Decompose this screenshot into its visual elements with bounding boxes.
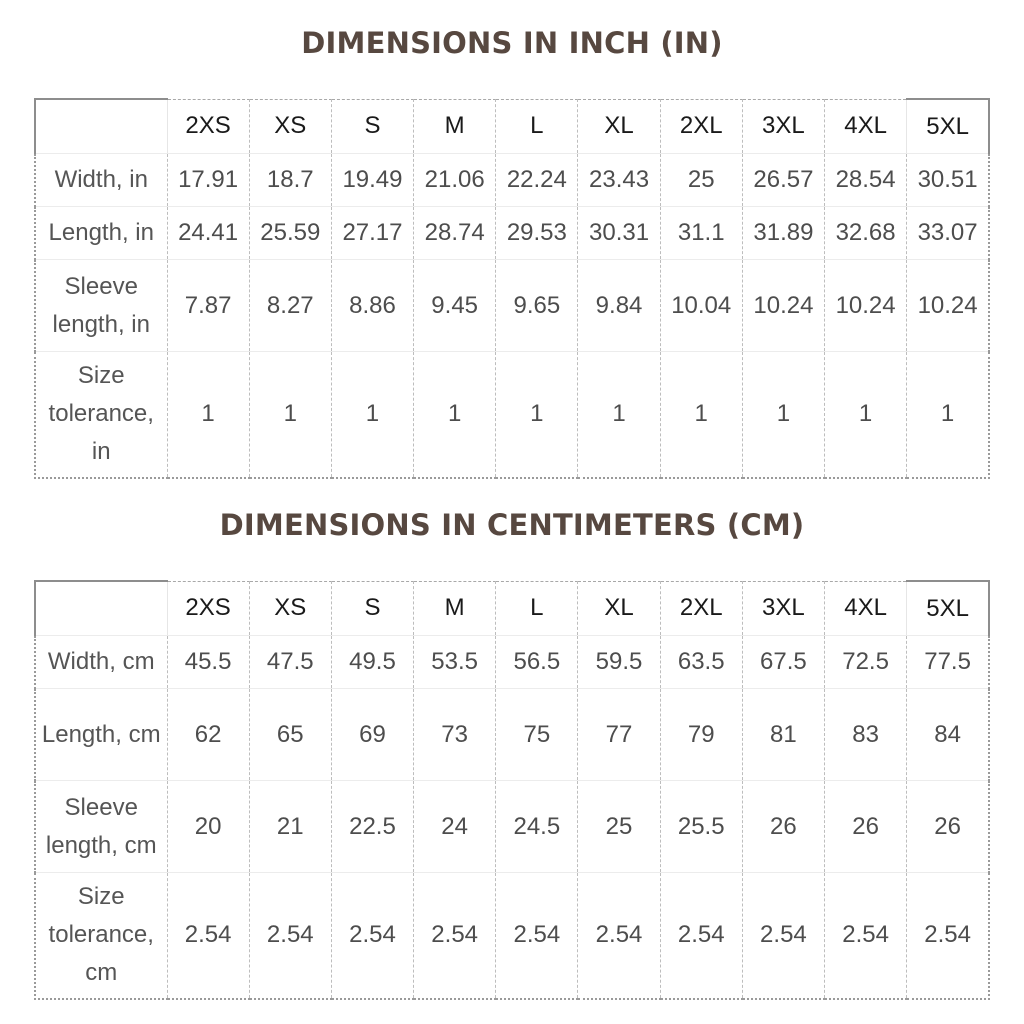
size-header: 2XL [660, 581, 742, 636]
row-label: Size tolerance, cm [35, 873, 167, 999]
cm-table-title: DIMENSIONS IN CENTIMETERS (CM) [219, 508, 805, 542]
table-cell: 2.54 [660, 873, 742, 999]
table-cell: 33.07 [907, 207, 989, 260]
table-cell: 32.68 [825, 207, 907, 260]
size-header: S [331, 581, 413, 636]
size-header: 2XS [167, 99, 249, 154]
table-cell: 21.06 [414, 154, 496, 207]
table-cell: 25.5 [660, 781, 742, 873]
table-cell: 1 [496, 352, 578, 478]
table-cell: 77 [578, 689, 660, 781]
table-cell: 1 [167, 352, 249, 478]
table-cell: 56.5 [496, 636, 578, 689]
row-label: Length, in [35, 207, 167, 260]
table-cell: 83 [825, 689, 907, 781]
size-header: 5XL [907, 99, 989, 154]
table-cell: 9.45 [414, 260, 496, 352]
table-row [35, 154, 989, 207]
table-cell: 9.84 [578, 260, 660, 352]
table-cell: 1 [331, 352, 413, 478]
inch-size-table [34, 98, 990, 479]
table-cell: 62 [167, 689, 249, 781]
table-cell: 2.54 [825, 873, 907, 999]
table-cell: 2.54 [249, 873, 331, 999]
table-cell: 2.54 [496, 873, 578, 999]
table-cell: 1 [907, 352, 989, 478]
table-row [35, 207, 989, 260]
size-header: 3XL [742, 99, 824, 154]
table-cell: 25 [660, 154, 742, 207]
table-cell: 2.54 [578, 873, 660, 999]
size-header: 5XL [907, 581, 989, 636]
table-row [35, 636, 989, 689]
table-cell: 24.41 [167, 207, 249, 260]
table-cell: 26 [907, 781, 989, 873]
table-cell: 1 [742, 352, 824, 478]
size-header: S [331, 99, 413, 154]
table-cell: 25 [578, 781, 660, 873]
size-header: 4XL [825, 99, 907, 154]
cm-size-table [34, 580, 990, 1000]
table-cell: 49.5 [331, 636, 413, 689]
table-cell: 26.57 [742, 154, 824, 207]
table-cell: 47.5 [249, 636, 331, 689]
table-cell: 84 [907, 689, 989, 781]
table-cell: 72.5 [825, 636, 907, 689]
table-cell: 24 [414, 781, 496, 873]
table-cell: 8.86 [331, 260, 413, 352]
size-header: M [414, 581, 496, 636]
table-cell: 24.5 [496, 781, 578, 873]
table-cell: 10.24 [825, 260, 907, 352]
table-cell: 65 [249, 689, 331, 781]
table-cell: 9.65 [496, 260, 578, 352]
table-cell: 10.04 [660, 260, 742, 352]
table-cell: 21 [249, 781, 331, 873]
table-cell: 29.53 [496, 207, 578, 260]
corner-cell [35, 581, 167, 636]
table-cell: 31.1 [660, 207, 742, 260]
size-header: 2XL [660, 99, 742, 154]
size-header: M [414, 99, 496, 154]
table-cell: 53.5 [414, 636, 496, 689]
table-cell: 59.5 [578, 636, 660, 689]
row-label: Width, cm [35, 636, 167, 689]
size-header: 2XS [167, 581, 249, 636]
table-cell: 30.51 [907, 154, 989, 207]
table-cell: 26 [825, 781, 907, 873]
table-cell: 63.5 [660, 636, 742, 689]
table-cell: 10.24 [907, 260, 989, 352]
row-label: Sleeve length, in [35, 260, 167, 352]
table-cell: 79 [660, 689, 742, 781]
inch-table-title: DIMENSIONS IN INCH (IN) [301, 26, 723, 60]
table-cell: 1 [249, 352, 331, 478]
table-cell: 45.5 [167, 636, 249, 689]
size-header: XS [249, 581, 331, 636]
table-cell: 17.91 [167, 154, 249, 207]
table-row [35, 873, 989, 999]
table-cell: 18.7 [249, 154, 331, 207]
row-label: Width, in [35, 154, 167, 207]
size-header: L [496, 99, 578, 154]
table-cell: 8.27 [249, 260, 331, 352]
table-cell: 23.43 [578, 154, 660, 207]
table-cell: 22.5 [331, 781, 413, 873]
table-cell: 69 [331, 689, 413, 781]
cm-header-row [35, 581, 989, 636]
table-cell: 28.54 [825, 154, 907, 207]
size-header: XS [249, 99, 331, 154]
table-cell: 2.54 [414, 873, 496, 999]
table-row [35, 260, 989, 352]
table-cell: 7.87 [167, 260, 249, 352]
table-cell: 2.54 [167, 873, 249, 999]
size-header: XL [578, 581, 660, 636]
row-label: Length, cm [35, 689, 167, 781]
table-cell: 67.5 [742, 636, 824, 689]
table-cell: 28.74 [414, 207, 496, 260]
table-row [35, 352, 989, 478]
table-cell: 10.24 [742, 260, 824, 352]
row-label: Size tolerance, in [35, 352, 167, 478]
size-header: 3XL [742, 581, 824, 636]
table-cell: 26 [742, 781, 824, 873]
table-cell: 27.17 [331, 207, 413, 260]
table-cell: 77.5 [907, 636, 989, 689]
table-cell: 2.54 [907, 873, 989, 999]
table-cell: 20 [167, 781, 249, 873]
table-cell: 19.49 [331, 154, 413, 207]
size-header: XL [578, 99, 660, 154]
table-cell: 75 [496, 689, 578, 781]
table-cell: 22.24 [496, 154, 578, 207]
table-row [35, 781, 989, 873]
corner-cell [35, 99, 167, 154]
table-cell: 1 [825, 352, 907, 478]
inch-header-row [35, 99, 989, 154]
table-cell: 31.89 [742, 207, 824, 260]
table-cell: 30.31 [578, 207, 660, 260]
size-header: 4XL [825, 581, 907, 636]
table-cell: 25.59 [249, 207, 331, 260]
table-cell: 1 [414, 352, 496, 478]
table-cell: 2.54 [742, 873, 824, 999]
size-header: L [496, 581, 578, 636]
table-cell: 1 [660, 352, 742, 478]
table-cell: 81 [742, 689, 824, 781]
row-label: Sleeve length, cm [35, 781, 167, 873]
table-cell: 2.54 [331, 873, 413, 999]
table-cell: 73 [414, 689, 496, 781]
table-row [35, 689, 989, 781]
table-cell: 1 [578, 352, 660, 478]
